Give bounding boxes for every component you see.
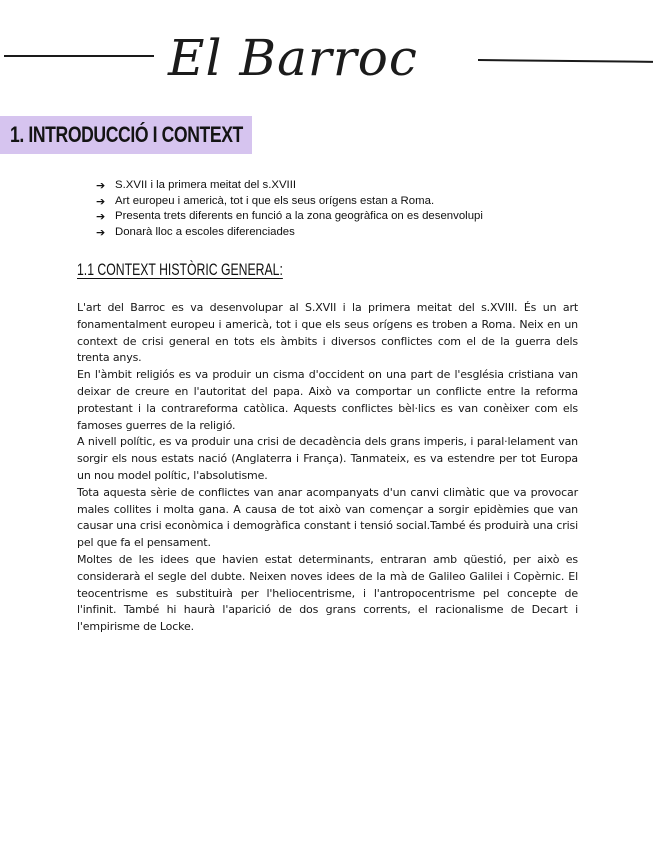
right-arrow-icon: ➔ bbox=[96, 194, 106, 208]
list-item bbox=[96, 194, 536, 210]
bullet-text: Art europeu i americà, tot i que els seus orígens estan a Roma. bbox=[115, 194, 435, 207]
list-item bbox=[96, 209, 536, 225]
bullet-list bbox=[96, 178, 536, 241]
list-item bbox=[96, 225, 536, 241]
bullet-text: Donarà lloc a escoles diferenciades bbox=[115, 226, 295, 239]
list-item bbox=[96, 178, 536, 194]
paragraph: Moltes de les idees que havien estat determinants, entraran amb qüestió, per això es considerarà el segle del dubte. Neixen noves idees de la mà de Galileo Galilei i Copèrnic. El teocentrisme es substituirà per l'heliocentrisme, i l'antropocentrisme pel concepte de l'infinit. També hi haurà l'aparició de dos grans corrents, el racionalisme de Decart i l'empirisme de Locke. bbox=[77, 552, 578, 634]
right-arrow-icon: ➔ bbox=[96, 179, 106, 192]
paragraph: En l'àmbit religiós es va produir un cisma d'occident on una part de l'església cristiana van deixar de creure en l'autoritat del papa. Això va comportar un conflicte entre la reforma protestant i la contrareforma catòlica. Aquests conflictes bèl·lics es van conèixer com els famoses guerres de la religió. bbox=[77, 368, 578, 432]
section-heading: 1. INTRODUCCIÓ I CONTEXT bbox=[10, 122, 243, 147]
title-rule-left bbox=[4, 55, 154, 57]
title-rule-right bbox=[478, 59, 653, 62]
title-row bbox=[0, 22, 655, 92]
paragraph: L'art del Barroc es va desenvolupar al S.XVII i la primera meitat del s.XVIII. És un art fonamentalment europeu i americà, tot i que els seus orígens es troben a Roma. Neix en un context de crisi general en tots els àmbits i diversos conflictes com el de la guerra dels trenta anys. bbox=[77, 301, 578, 365]
page-title: El Barroc bbox=[168, 29, 418, 87]
body-text bbox=[77, 300, 578, 636]
paragraph: A nivell polític, es va produir una crisi de decadència dels grans imperis, i paral·lelament van sorgir els nous estats nació (Anglaterra i França). Tanmateix, es va estendre per tot Europa un nou model polític, l'absolutisme. bbox=[77, 435, 578, 482]
right-arrow-icon: ➔ bbox=[96, 226, 106, 240]
right-arrow-icon: ➔ bbox=[96, 210, 106, 224]
section-heading-band bbox=[0, 116, 252, 154]
paragraph: Tota aquesta sèrie de conflictes van anar acompanyats d'un canvi climàtic que va provocar males collites i molta gana. A causa de tot això van començar a sorgir epidèmies que van causar una crisi econòmica i demogràfica constant i tensió social.També és produirà una crisi pel que fa el pensament. bbox=[77, 485, 578, 550]
subsection-heading: 1.1 CONTEXT HISTÒRIC GENERAL: bbox=[77, 260, 283, 279]
bullet-text: S.XVII i la primera meitat del s.XVIII bbox=[115, 179, 297, 191]
bullet-text: Presenta trets diferents en funció a la zona geogràfica on es desenvolupi bbox=[115, 210, 483, 223]
